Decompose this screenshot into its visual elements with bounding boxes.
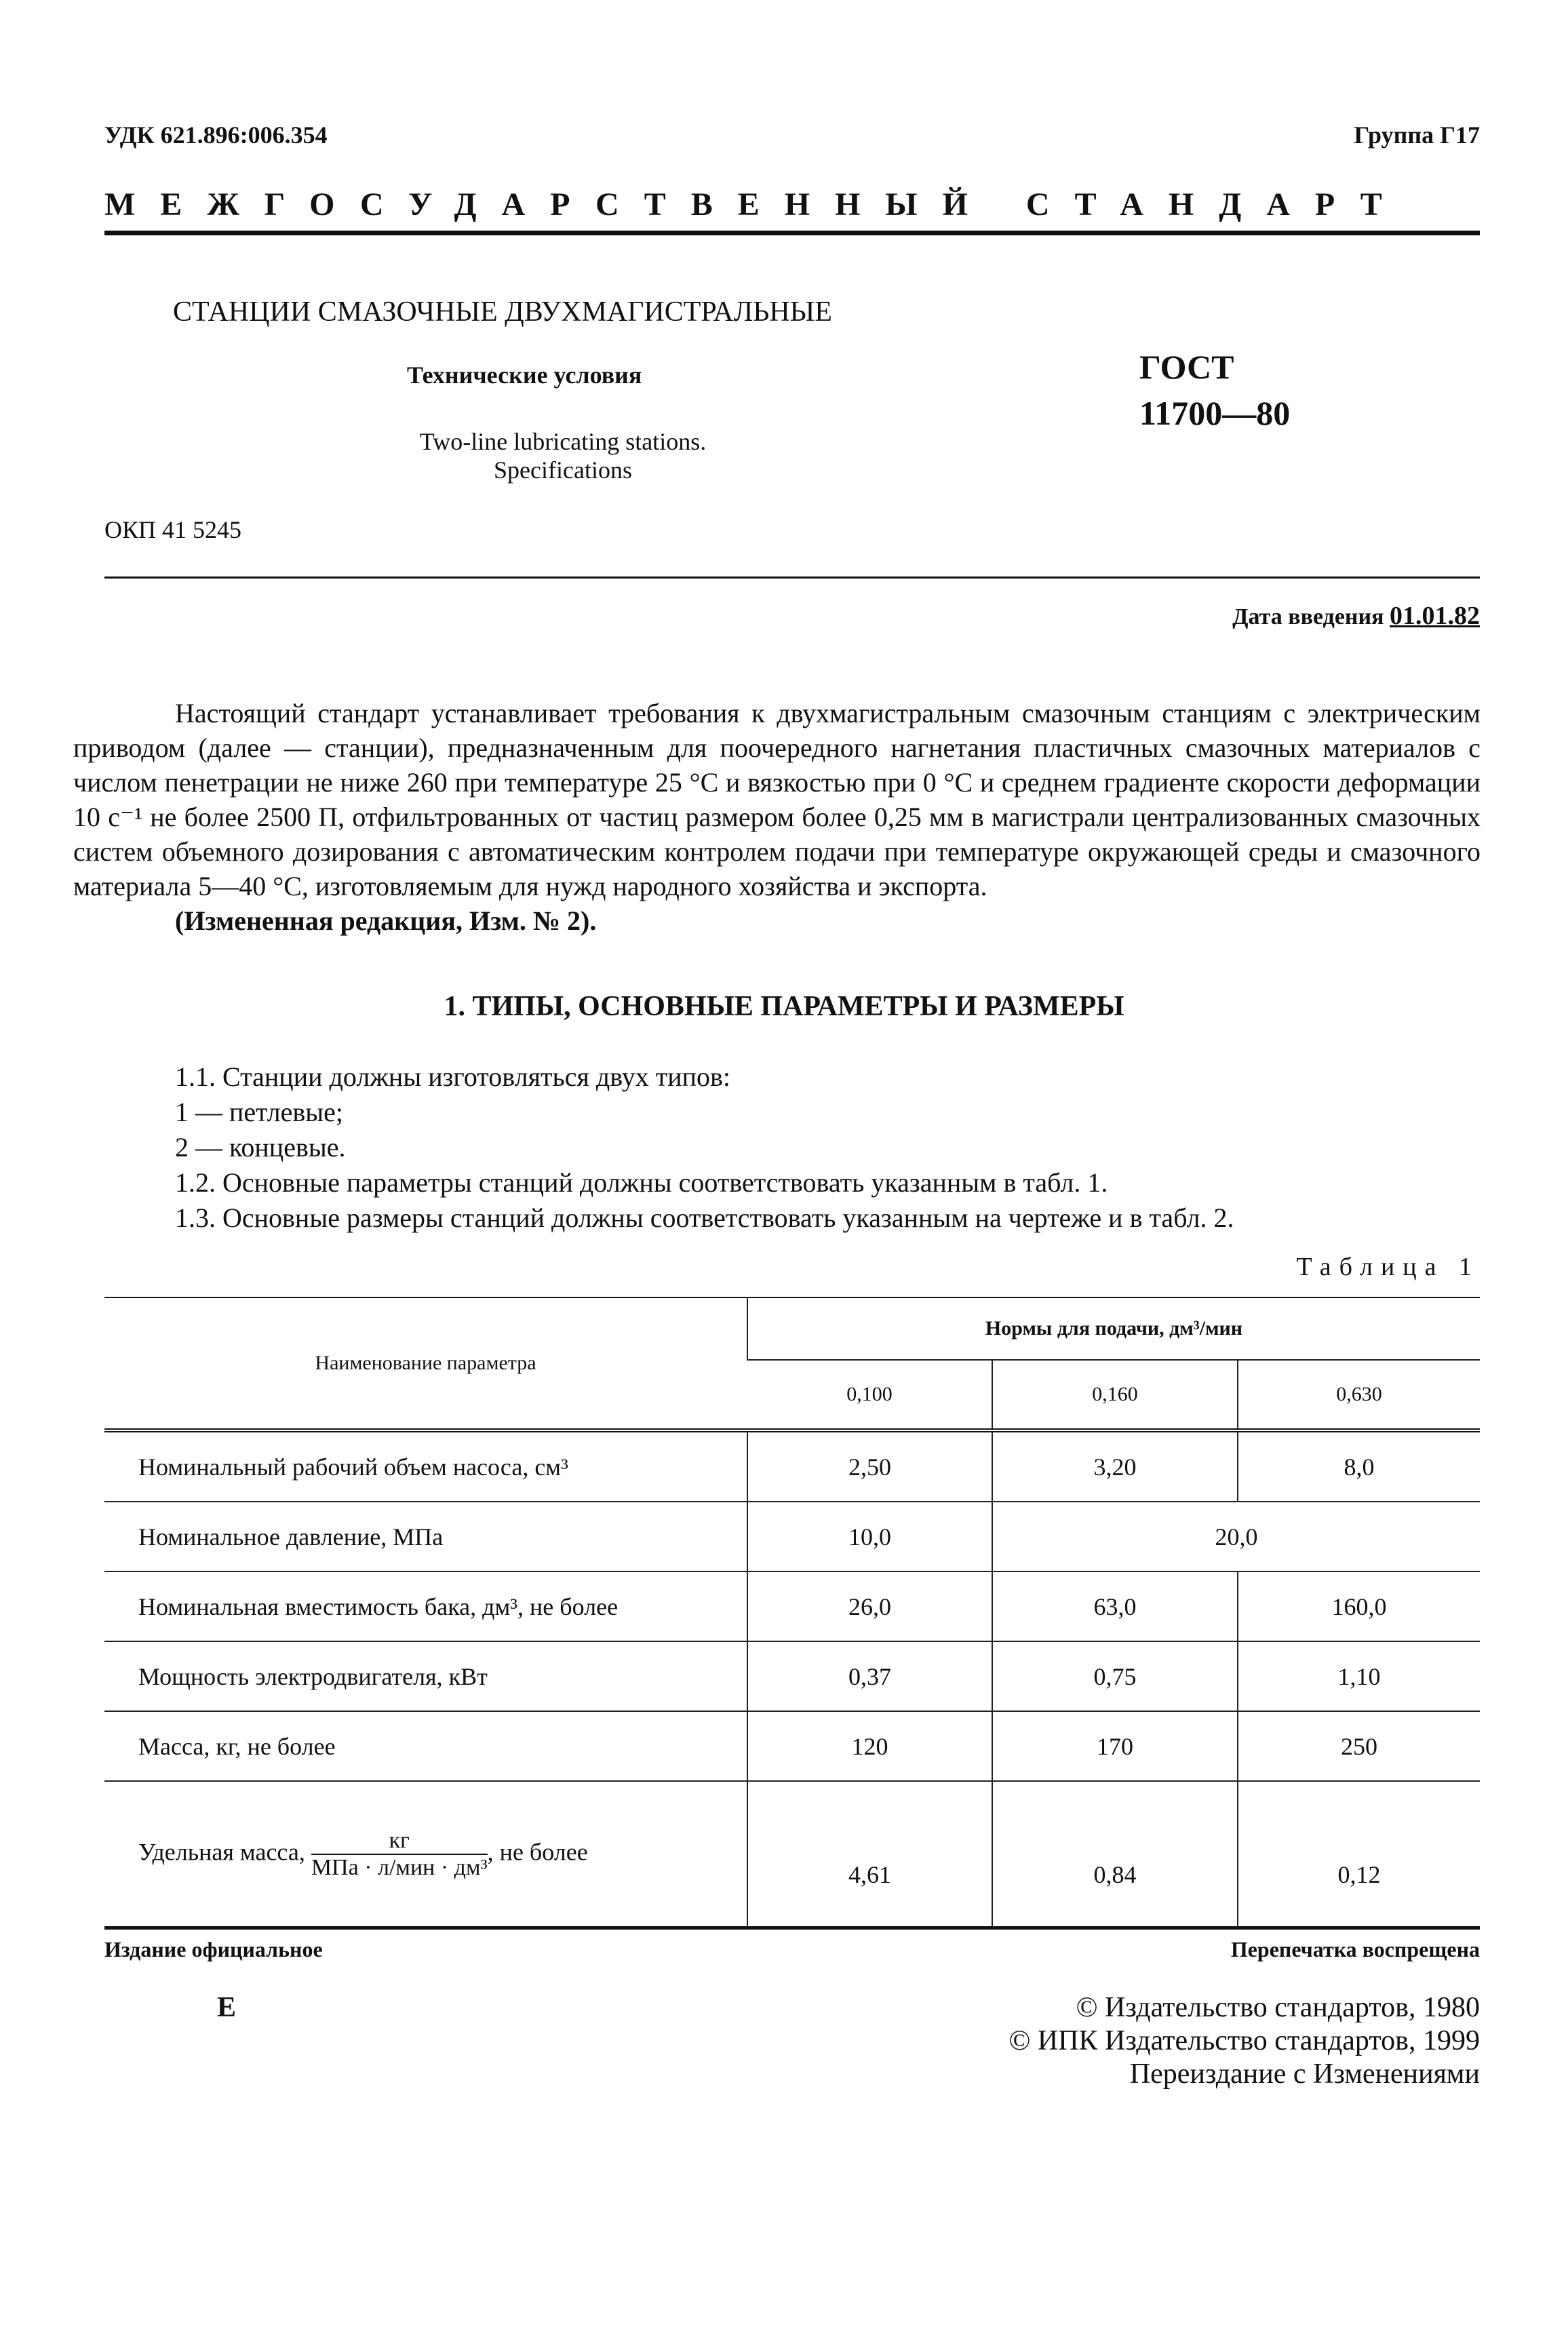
- parameters-table: [104, 1298, 1480, 1927]
- list-item: 1.1. Станции должны изготовляться двух типов:: [175, 1061, 731, 1092]
- cell: 0,75: [992, 1641, 1238, 1711]
- doc-title: СТАНЦИИ СМАЗОЧНЫЕ ДВУХМАГИСТРАЛЬНЫЕ: [173, 296, 832, 328]
- table-row: [104, 1571, 1480, 1641]
- gost-label: ГОСТ: [1139, 348, 1234, 386]
- reprint-prohibited: Перепечатка воспрещена: [1230, 1937, 1480, 1961]
- intro-text: Настоящий стандарт устанавливает требования к двухмагистральным смазочным станциям с электрическим приводом (далее — станции), предназначенным для поочередного нагнетания пластичных смазочных материалов с числом пенетрации не ниже 260 при температуре 25 °С и вязкостью при 0 °С и среднем градиенте скорости деформации 10 с⁻¹ не более 2500 П, отфильтрованных от частиц размером более 0,25 мм в магистрали централизованных смазочных систем объемного дозирования с автоматическим контролем подачи при температуре окружающей среды и смазочного материала 5—40 °С, изготовляемым для нужд народного хозяйства и экспорта.: [73, 698, 1481, 901]
- table-caption: Таблица 1: [1296, 1253, 1480, 1281]
- group-code: Группа Г17: [1354, 121, 1480, 149]
- cell: 10,0: [747, 1502, 992, 1571]
- effective-date: [1232, 601, 1480, 631]
- cell: 3,20: [992, 1430, 1238, 1502]
- gost-number: 11700—80: [1139, 394, 1291, 432]
- date-value: 01.01.82: [1390, 602, 1480, 630]
- fraction-denominator: МПа · л/мин · дм³: [311, 1855, 488, 1880]
- banner: МЕЖГОСУДАРСТВЕННЫЙ СТАНДАРТ: [104, 187, 1407, 222]
- row-name-suffix: , не более: [487, 1838, 588, 1866]
- fraction-numerator: кг: [389, 1828, 410, 1853]
- edition-letter: Е: [217, 1992, 237, 2023]
- table-row: [104, 1711, 1480, 1781]
- cell: 160,0: [1238, 1571, 1480, 1641]
- col-header: 0,160: [992, 1360, 1238, 1430]
- cell: 4,61: [747, 1781, 992, 1927]
- section-list: [175, 1059, 1234, 1236]
- unit-fraction: [311, 1828, 488, 1881]
- udk-code: УДК 621.896:006.354: [104, 121, 328, 149]
- row-name-text: Удельная масса,: [138, 1838, 305, 1866]
- cell: 0,12: [1238, 1781, 1480, 1927]
- cell: 250: [1238, 1711, 1480, 1781]
- cell: 8,0: [1238, 1430, 1480, 1502]
- intro-paragraph: [73, 696, 1481, 938]
- cell: 63,0: [992, 1571, 1238, 1641]
- copyright-1999: © ИПК Издательство стандартов, 1999: [1008, 2025, 1480, 2056]
- col-header: 0,630: [1238, 1360, 1480, 1430]
- table-row: [104, 1430, 1480, 1502]
- reissue-note: Переиздание с Изменениями: [1129, 2058, 1480, 2090]
- date-label: Дата введения: [1232, 604, 1384, 629]
- footer-rule: [104, 1926, 1480, 1930]
- row-name: Мощность электродвигателя, кВт: [104, 1641, 747, 1711]
- row-name: Номинальная вместимость бака, дм³, не более: [104, 1571, 747, 1641]
- cell: 2,50: [747, 1430, 992, 1502]
- row-name: Номинальный рабочий объем насоса, см³: [104, 1430, 747, 1502]
- cell: 0,84: [992, 1781, 1238, 1927]
- cell: 1,10: [1238, 1641, 1480, 1711]
- row-name: Номинальное давление, МПа: [104, 1502, 747, 1571]
- cell: 26,0: [747, 1571, 992, 1641]
- list-item: 1.3. Основные размеры станций должны соответствовать указанным на чертеже и в табл. 2.: [175, 1203, 1234, 1233]
- amendment-note: (Измененная редакция, Изм. № 2).: [175, 905, 597, 936]
- title-en-2: Specifications: [494, 456, 632, 484]
- list-item: 2 — концевые.: [175, 1132, 346, 1162]
- table-row: [104, 1641, 1480, 1711]
- doc-subtitle: Технические условия: [407, 362, 642, 389]
- official-edition: Издание официальное: [104, 1937, 323, 1961]
- copyright-1980: © Издательство стандартов, 1980: [1076, 1992, 1480, 2023]
- cell: 120: [747, 1711, 992, 1781]
- title-rule: [104, 577, 1480, 579]
- section-heading: 1. ТИПЫ, ОСНОВНЫЕ ПАРАМЕТРЫ И РАЗМЕРЫ: [444, 991, 1124, 1022]
- cell: 170: [992, 1711, 1238, 1781]
- col-header: 0,100: [747, 1360, 992, 1430]
- top-rule: [104, 231, 1480, 235]
- okp-code: ОКП 41 5245: [104, 516, 242, 543]
- cell: 20,0: [992, 1502, 1480, 1571]
- table-row: [104, 1781, 1480, 1927]
- col-header-name: Наименование параметра: [104, 1298, 747, 1430]
- title-en-1: Two-line lubricating stations.: [419, 428, 707, 455]
- copyright-block: [1008, 1991, 1480, 2091]
- row-name: Масса, кг, не более: [104, 1711, 747, 1781]
- table-row: [104, 1502, 1480, 1571]
- col-header-group: Нормы для подачи, дм³/мин: [747, 1298, 1480, 1360]
- list-item: 1 — петлевые;: [175, 1097, 343, 1127]
- list-item: 1.2. Основные параметры станций должны соответствовать указанным в табл. 1.: [175, 1167, 1108, 1198]
- row-name: [104, 1781, 747, 1927]
- cell: 0,37: [747, 1641, 992, 1711]
